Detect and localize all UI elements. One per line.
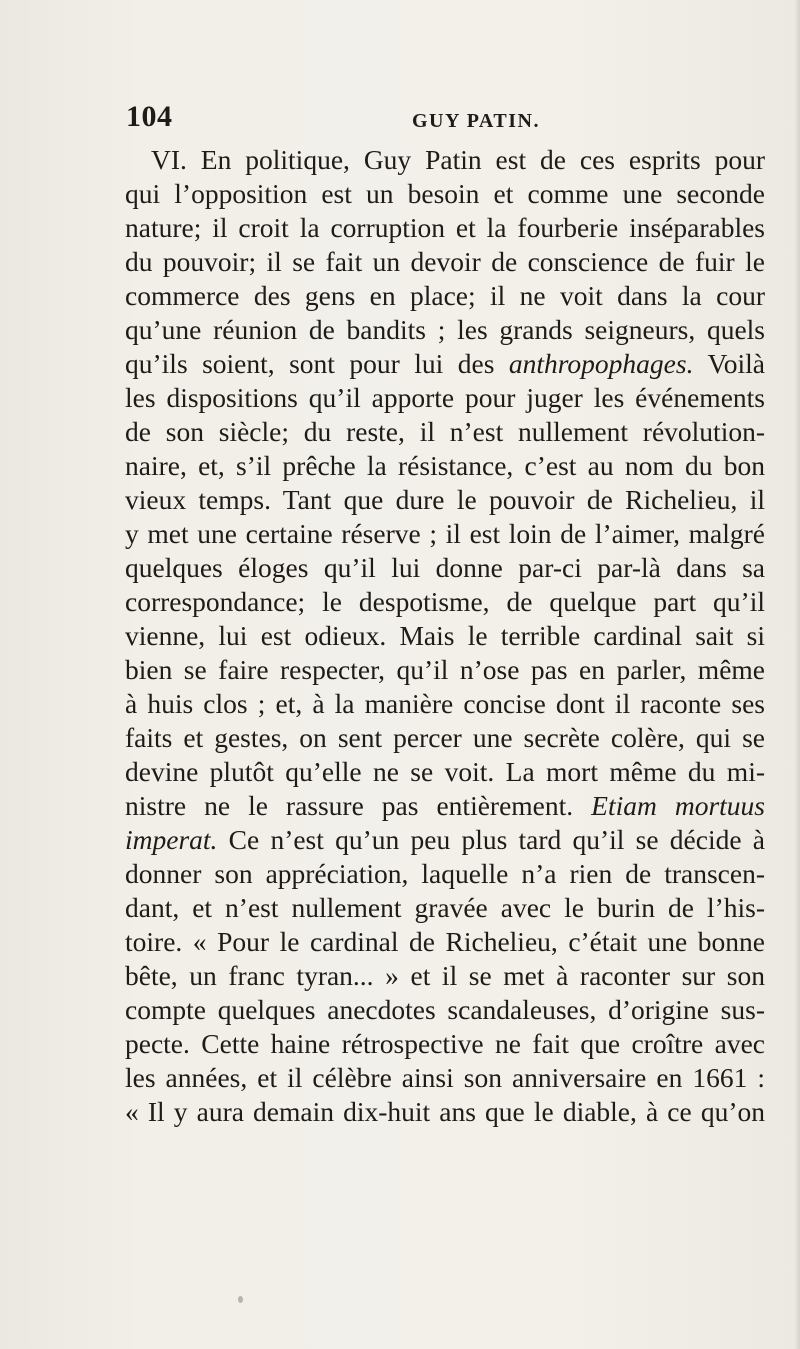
text-line: y met une certaine réserve ; il est loin de l’aimer, malgré	[125, 518, 765, 549]
text-line: qui l’opposition est un besoin et comme une seconde	[125, 178, 765, 209]
running-head: GUY PATIN.	[412, 110, 540, 132]
italic-text: Etiam mortuus	[591, 790, 766, 821]
text-line: qu’une réunion de bandits ; les grands seigneurs, quels	[125, 314, 765, 345]
text-line	[125, 789, 765, 823]
text-line: à huis clos ; et, à la manière concise dont il raconte ses	[125, 688, 765, 719]
italic-text: imperat.	[125, 824, 218, 855]
paper-speck	[238, 1296, 243, 1303]
page-header	[0, 100, 800, 140]
text-line: de son siècle; du reste, il n’est nullement révolution-	[125, 416, 765, 447]
body-paragraph	[125, 143, 765, 1129]
text-segment: qu’ils soient, sont pour lui des	[125, 348, 495, 379]
text-line: vieux temps. Tant que dure le pouvoir de Richelieu, il	[125, 484, 765, 515]
text-line	[125, 823, 765, 857]
text-line: pecte. Cette haine rétrospective ne fait que croître avec	[125, 1028, 765, 1059]
text-line: commerce des gens en place; il ne voit dans la cour	[125, 280, 765, 311]
text-segment: Voilà	[707, 348, 765, 379]
text-segment: Ce n’est qu’un peu plus tard qu’il se décide à	[228, 824, 765, 855]
text-segment: nistre ne le rassure pas entièrement.	[125, 790, 574, 821]
text-line: les dispositions qu’il apporte pour juger les événements	[125, 382, 765, 413]
text-line: donner son appréciation, laquelle n’a rien de transcen-	[125, 858, 765, 889]
text-line: toire. « Pour le cardinal de Richelieu, c’était une bonne	[125, 926, 765, 957]
text-line: VI. En politique, Guy Patin est de ces esprits pour	[151, 144, 765, 175]
text-line: nature; il croit la corruption et la fourberie inséparables	[125, 212, 765, 243]
text-line: bête, un franc tyran... » et il se met à raconter sur son	[125, 960, 765, 991]
text-line: correspondance; le despotisme, de quelque part qu’il	[125, 586, 765, 617]
text-line: vienne, lui est odieux. Mais le terrible cardinal sait si	[125, 620, 765, 651]
text-line: compte quelques anecdotes scandaleuses, d’origine sus-	[125, 994, 765, 1025]
page-edge-shadow	[794, 0, 800, 1349]
text-line: « Il y aura demain dix-huit ans que le diable, à ce qu’on	[125, 1096, 765, 1127]
page-number: 104	[126, 100, 173, 133]
text-line: du pouvoir; il se fait un devoir de conscience de fuir le	[125, 246, 765, 277]
text-line: quelques éloges qu’il lui donne par-ci par-là dans sa	[125, 552, 765, 583]
text-line: faits et gestes, on sent percer une secrète colère, qui se	[125, 722, 765, 753]
text-line: devine plutôt qu’elle ne se voit. La mort même du mi-	[125, 756, 765, 787]
text-line: les années, et il célèbre ainsi son anniversaire en 1661 :	[125, 1062, 765, 1093]
text-line: bien se faire respecter, qu’il n’ose pas en parler, même	[125, 654, 765, 685]
text-line: dant, et n’est nullement gravée avec le burin de l’his-	[125, 892, 765, 923]
italic-text: anthropophages.	[508, 348, 694, 379]
text-line	[125, 347, 765, 381]
text-line: naire, et, s’il prêche la résistance, c’est au nom du bon	[125, 450, 765, 481]
